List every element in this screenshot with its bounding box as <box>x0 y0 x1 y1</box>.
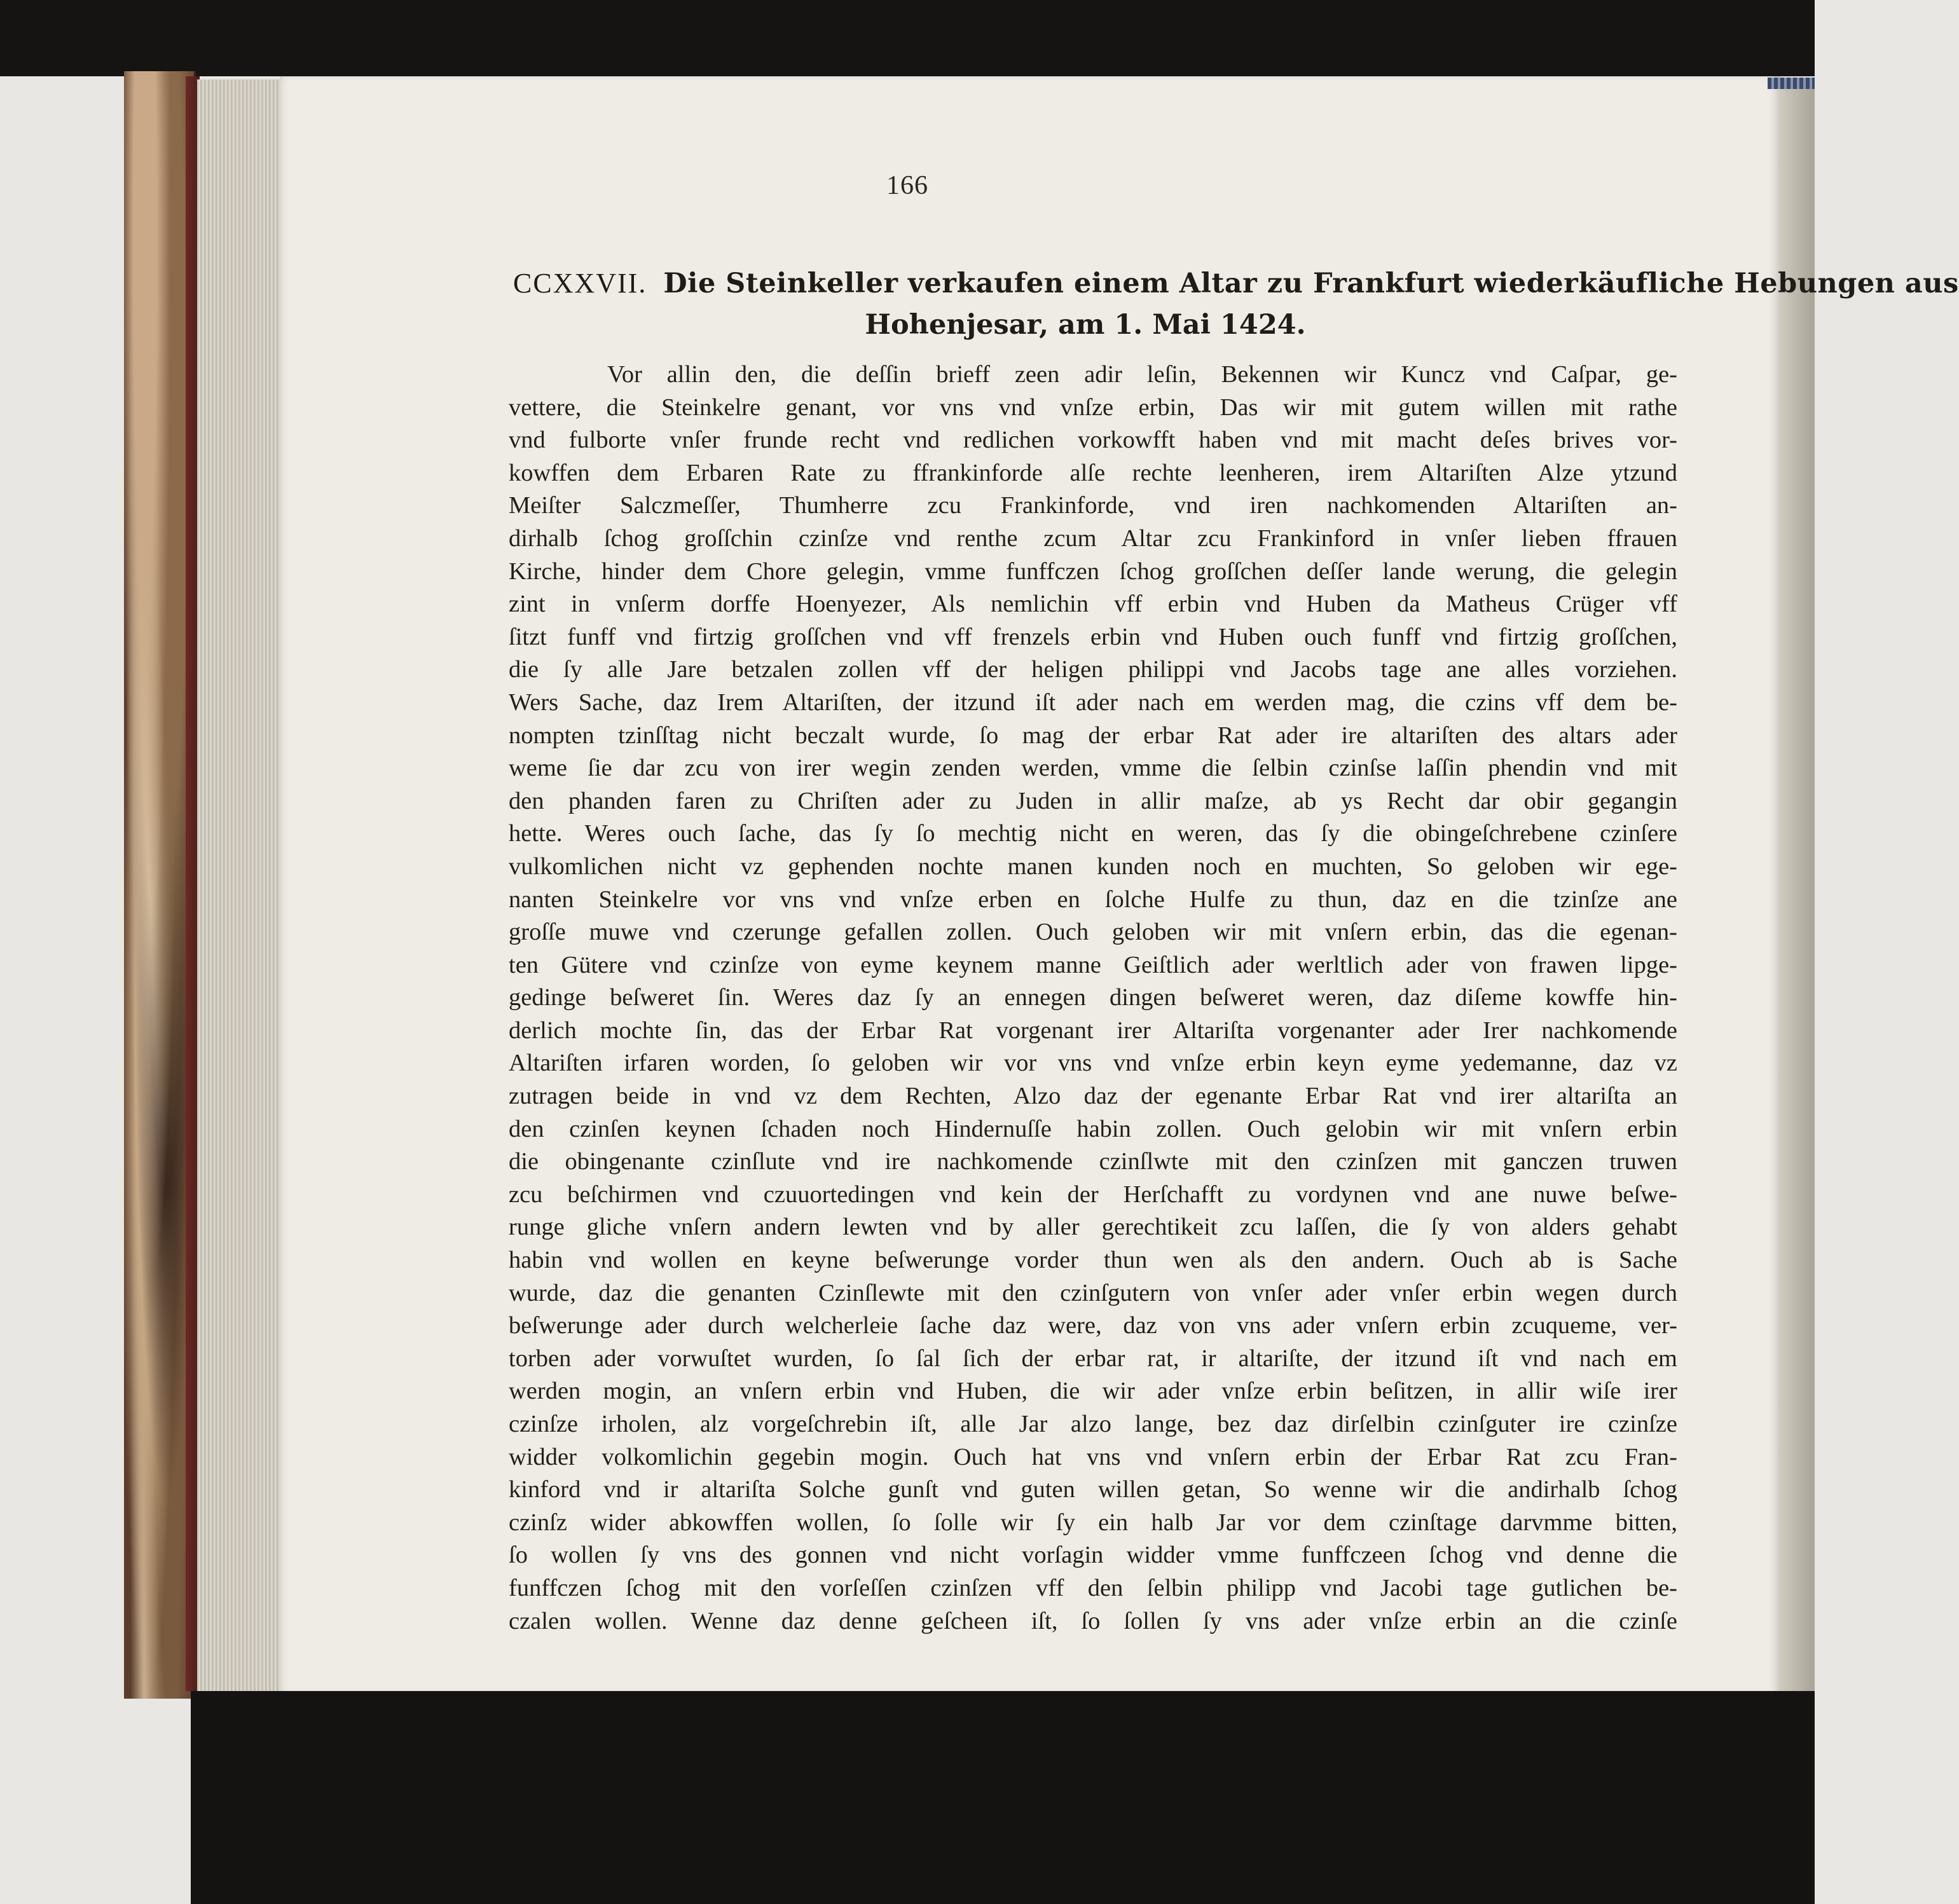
text-line: czinſz wider abkowffen wollen, ſo ſolle wir ſy ein halb Jar vor dem czinſtage darvmme bitten, <box>509 1509 1677 1536</box>
heading-title-line-1: Die Steinkeller verkaufen einem Altar zu Frankfurt wiederkäufliche Hebungen aus <box>663 268 1959 299</box>
text-line: Meiſter Salczmeſſer, Thumherre zcu Frankinforde, vnd iren nachkomenden Altariſten an- <box>509 492 1677 519</box>
text-line: dirhalb ſchog groſſchin czinſze vnd renthe zcum Altar zcu Frankinford in vnſer lieben ffrauen <box>509 524 1677 552</box>
text-line: vulkomlichen nicht vz gephenden nochte manen kunden noch en muchten, So geloben wir ege- <box>509 853 1677 880</box>
text-line: ſitzt funff vnd firtzig groſſchen vnd vff frenzels erbin vnd Huben ouch funff vnd firtzig groſſchen, <box>509 623 1677 650</box>
page-number: 166 <box>886 171 928 200</box>
text-line: wurde, daz die genanten Czinſlewte mit den czinſgutern von vnſer ader vnſer erbin wegen durch <box>509 1279 1677 1306</box>
text-line: die obingenante czinſlute vnd ire nachkomende czinſlwte mit den czinſzen mit ganczen truwen <box>509 1148 1677 1175</box>
text-line: Wers Sache, daz Irem Altariſten, der itzund iſt ader nach em werden mag, die czins vff dem be- <box>509 688 1677 716</box>
text-line: nompten tzinſſtag nicht beczalt wurde, ſo mag der erbar Rat ader ire altariſten des altars ader <box>509 722 1677 749</box>
bookmark-ribbon <box>1768 78 1815 89</box>
text-line: torben ader vorwuſtet wurden, ſo ſal ſich der erbar rat, ir altariſte, der itzund iſt vnd nach em <box>509 1345 1677 1372</box>
document-heading <box>513 267 1959 341</box>
text-line: vettere, die Steinkelre genant, vor vns vnd vnſze erbin, Das wir mit gutem willen mit rathe <box>509 394 1677 421</box>
text-line: nanten Steinkelre vor vns vnd vnſze erben en ſolche Hulfe zu thun, daz en die tzinſze ane <box>509 886 1677 913</box>
text-line: zutragen beide in vnd vz dem Rechten, Alzo daz der egenante Erbar Rat vnd irer altariſta an <box>509 1083 1677 1110</box>
text-line: den phanden faren zu Chriſten ader zu Juden in allir maſze, ab ys Recht dar obir gegangin <box>509 787 1677 814</box>
text-line: vnd fulborte vnſer frunde recht vnd redlichen vorkowfft haben vnd mit macht deſes brives vor- <box>509 427 1677 454</box>
text-line: groſſe muwe vnd czerunge gefallen zollen. Ouch geloben wir mit vnſern erbin, das die egenan- <box>509 919 1677 946</box>
text-line: Kirche, hinder dem Chore gelegin, vmme funffczen ſchog groſſchen deſſer lande werung, die gelegin <box>509 558 1677 585</box>
text-line: beſwerunge ader durch welcherleie ſache daz were, daz von vns ader vnſern erbin zcuqueme, ver- <box>509 1312 1677 1339</box>
text-line: zint in vnſerm dorffe Hoenyezer, Als nemlichin vff erbin vnd Huben da Matheus Crüger vff <box>509 591 1677 618</box>
text-line: czinſze irholen, alz vorgeſchrebin iſt, alle Jar alzo lange, bez daz dirſelbin czinſguter ire czinſze <box>509 1411 1677 1437</box>
heading-line-1 <box>513 267 1959 305</box>
text-line: derlich mochte ſin, das der Erbar Rat vorgenant irer Altariſta vorgenanter ader Irer nachkomende <box>509 1017 1677 1044</box>
text-line: ſo wollen ſy vns des gonnen vnd nicht vorſagin widder vmme funffczeen ſchog vnd denne die <box>509 1542 1677 1569</box>
text-line: Altariſten irfaren worden, ſo geloben wir vor vns vnd vnſze erbin keyn eyme yedemanne, daz vz <box>509 1050 1677 1077</box>
text-line: den czinſen keynen ſchaden noch Hindernuſſe habin zollen. Ouch gelobin wir mit vnſern erbin <box>509 1115 1677 1142</box>
text-line: die ſy alle Jare betzalen zollen vff der heligen philippi vnd Jacobs tage ane alles vorziehen. <box>509 656 1677 683</box>
text-line: ten Gütere vnd czinſze von eyme keynem manne Geiſtlich ader werltlich ader von frawen lipge- <box>509 951 1677 978</box>
text-line: hette. Weres ouch ſache, das ſy ſo mechtig nicht en weren, das ſy die obingeſchrebene czinſere <box>509 820 1677 847</box>
text-line: funffczen ſchog mit den vorſeſſen czinſzen vff den ſelbin philipp vnd Jacobi tage gutlichen be- <box>509 1574 1677 1601</box>
text-line: kowffen dem Erbaren Rate zu ffrankinforde alſe rechte leenheren, irem Altariſten Alze ytzund <box>509 459 1677 486</box>
text-line: werden mogin, an vnſern erbin vnd Huben, die wir ader vnſze erbin beſitzen, in allir wiſe irer <box>509 1378 1677 1405</box>
heading-title-line-2: Hohenjesar, am 1. Mai 1424. <box>865 309 1306 341</box>
text-line: czalen wollen. Wenne daz denne geſcheen iſt, ſo ſollen ſy vns ader vnſze erbin an die czinſe <box>509 1607 1677 1634</box>
text-line: habin vnd wollen en keyne beſwerunge vorder thun wen als den andern. Ouch ab is Sache <box>509 1247 1677 1274</box>
text-line: kinford vnd ir altariſta Solche gunſt vnd guten willen getan, So wenne wir die andirhalb ſchog <box>509 1476 1677 1503</box>
scan-background-top <box>0 0 1815 76</box>
document-body-text <box>509 359 1677 1638</box>
text-line: zcu beſchirmen vnd czuuortedingen vnd kein der Herſchafft zu vordynen vnd ane nuwe beſwe- <box>509 1181 1677 1208</box>
text-line: Vor allin den, die deſſin brieff zeen adir leſin, Bekennen wir Kuncz vnd Caſpar, ge- <box>607 361 1677 388</box>
text-line: runge gliche vnſern andern lewten vnd by aller gerechtikeit zcu laſſen, die ſy von alders gehabt <box>509 1214 1677 1241</box>
text-line: widder volkomlichin gegebin mogin. Ouch hat vns vnd vnſern erbin der Erbar Rat zcu Fran- <box>509 1443 1677 1470</box>
scan-background-bottom <box>191 1691 1815 1904</box>
document-numeral: CCXXVII. <box>513 268 647 299</box>
facing-page-edge <box>1780 83 1815 1691</box>
text-line: weme ſie dar zcu von irer wegin zenden werden, vmme die ſelbin czinſse laſſin phendin vnd mit <box>509 755 1677 782</box>
text-line: gedinge beſweret ſin. Weres daz ſy an ennegen dingen beſweret weren, daz diſeme kowffe hin- <box>509 984 1677 1011</box>
page-stack-edge <box>197 79 286 1697</box>
